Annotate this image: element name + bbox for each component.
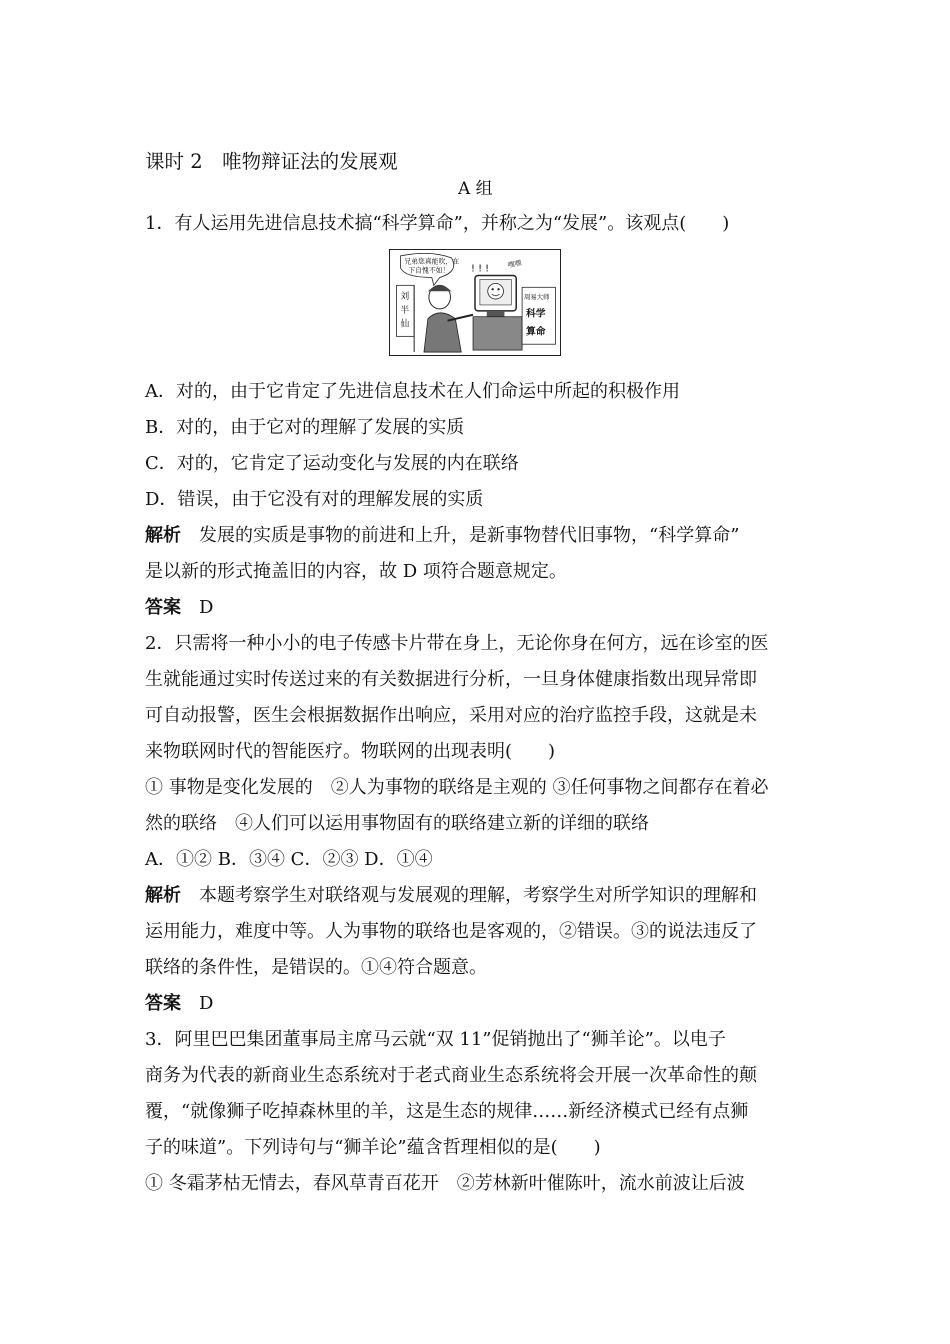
answer-2 bbox=[145, 992, 213, 1016]
question-1: 1．有人运用先进信息技术搞“科学算命”，并称之为“发展”。该观点( ) bbox=[145, 213, 730, 234]
analysis-1-line-1 bbox=[145, 524, 739, 548]
answer-1 bbox=[145, 596, 213, 620]
cartoon-illustration bbox=[390, 250, 560, 355]
answer-2-value: D bbox=[199, 993, 214, 1014]
analysis-label: 解析 bbox=[145, 885, 181, 906]
question-3-line-1: 3．阿里巴巴集团董事局主席马云就“双 11”促销抛出了“狮羊论”。以电子 bbox=[145, 1029, 726, 1050]
analysis-2-line-1 bbox=[145, 884, 757, 908]
question-2-line-1: 2．只需将一种小小的电子传感卡片带在身上，无论你身在何方，远在诊室的医 bbox=[145, 633, 769, 654]
question-2-statements-1: ① 事物是变化发展的 ②人为事物的联络是主观的 ③任何事物之间都存在着必 bbox=[145, 777, 769, 798]
exclaim-marks: ! ! ! bbox=[471, 263, 490, 275]
banner-char-3: 仙 bbox=[400, 319, 410, 330]
option-1c: C．对的，它肯定了运动变化与发展的内在联络 bbox=[145, 453, 519, 474]
exclaim-text: 嘿嘿 bbox=[507, 258, 523, 270]
analysis-2-line-3: 联络的条件性，是错误的。①④符合题意。 bbox=[145, 957, 487, 978]
question-3-line-3: 覆，“就像狮子吃掉森林里的羊，这是生态的规律……新经济模式已经有点狮 bbox=[145, 1101, 749, 1122]
group-heading: A 组 bbox=[458, 179, 493, 199]
question-2-line-2: 生就能通过实时传送过来的有关数据进行分析，一旦身体健康指数出现异常即 bbox=[145, 669, 757, 690]
sign-line-3: 算命 bbox=[526, 326, 546, 338]
banner-char-2: 半 bbox=[400, 305, 410, 316]
option-1a: A．对的，由于它肯定了先进信息技术在人们命运中所起的积极作用 bbox=[145, 381, 680, 402]
question-2-options: A．①② B．③④ C．②③ D．①④ bbox=[145, 849, 433, 870]
question-3-statements-1: ① 冬霜茅枯无情去，春风草青百花开 ②芳林新叶催陈叶，流水前波让后波 bbox=[145, 1173, 745, 1194]
question-3-line-4: 子的味道”。下列诗句与“狮羊论”蕴含哲理相似的是( ) bbox=[145, 1137, 601, 1158]
sign-line-1: 周易大师 bbox=[524, 293, 550, 302]
question-2-line-3: 可自动报警，医生会根据数据作出响应，采用对应的治疗监控手段，这就是未 bbox=[145, 705, 757, 726]
question-2-line-4: 来物联网时代的智能医疗。物联网的出现表明( ) bbox=[145, 741, 556, 762]
option-1b: B．对的，由于它对的理解了发展的实质 bbox=[145, 417, 465, 438]
lesson-title: 课时 2 唯物辩证法的发展观 bbox=[145, 150, 398, 173]
answer-1-value: D bbox=[199, 597, 214, 618]
cartoon-figure bbox=[389, 249, 561, 356]
question-2-statements-2: 然的联络 ④人们可以运用事物固有的联络建立新的详细的联络 bbox=[145, 813, 649, 834]
option-1d: D．错误，由于它没有对的理解发展的实质 bbox=[145, 489, 484, 510]
analysis-2-line-2: 运用能力，难度中等。人为事物的联络也是客观的，②错误。③的说法违反了 bbox=[145, 921, 757, 942]
speech-line-1: 兄弟您真能吹，在 bbox=[404, 257, 460, 266]
speech-line-2: 下自愧不如！ bbox=[408, 266, 450, 275]
banner-char-1: 刘 bbox=[400, 292, 410, 303]
sign-line-2: 科学 bbox=[526, 308, 546, 320]
analysis-label: 解析 bbox=[145, 525, 181, 546]
analysis-2-text: 本题考察学生对联络观与发展观的理解，考察学生对所学知识的理解和 bbox=[199, 885, 757, 906]
analysis-1-text: 发展的实质是事物的前进和上升，是新事物替代旧事物，“科学算命” bbox=[199, 525, 740, 546]
answer-label: 答案 bbox=[145, 993, 181, 1014]
answer-label: 答案 bbox=[145, 597, 181, 618]
question-3-line-2: 商务为代表的新商业生态系统对于老式商业生态系统将会开展一次革命性的颠 bbox=[145, 1065, 757, 1086]
analysis-1-line-2: 是以新的形式掩盖旧的内容，故 D 项符合题意规定。 bbox=[145, 561, 567, 582]
